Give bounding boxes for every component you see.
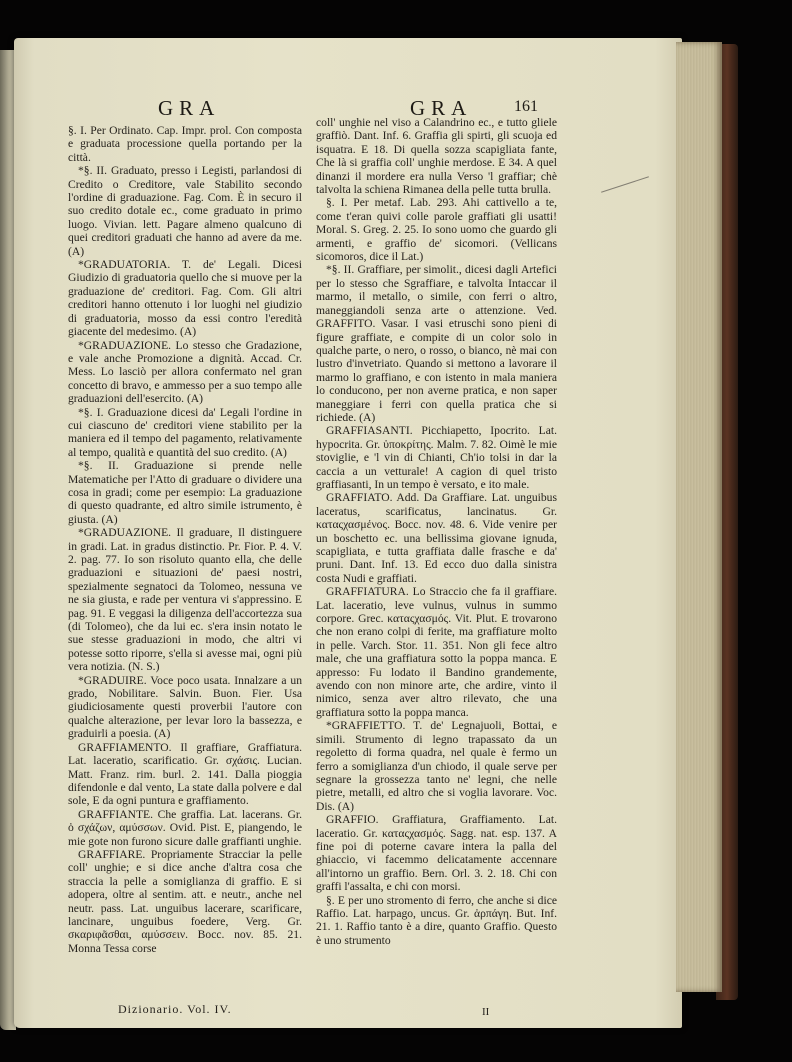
- entry-paragraph: §. I. Per metaf. Lab. 293. Ahi cattivello a te, come t'eran quivi colle parole graffiati gli usatti! Moral. S. Greg. 2. 25. Io sono uomo che guardo gli armenti, e graffio de' sicomori. (Vellicans sicomoros, dice il Lat.): [316, 196, 557, 264]
- entry-paragraph: coll' unghie nel viso a Calandrino ec., e tutto gliele graffiò. Dant. Inf. 6. Graffia gli spirti, gli scuoja ed isquatra. E 18. Di quella sozza scapigliata fante, Che là si graffia coll' unghie merdose. E 34. A quel dinanzi il mordere era nulla Verso 'l graffiar; chè talvolta la schiena Rimanea della pelle tutta brulla.: [316, 116, 557, 197]
- entry-paragraph: *§. II. Graduazione si prende nelle Matematiche per l'Atto di graduare o dividere una cosa in gradi; come per esempio: La graduazione di questo quadrante, ed altro simile istrumento, è giusta. (A): [68, 459, 302, 526]
- entry-paragraph: *GRADUAZIONE. Lo stesso che Gradazione, e vale anche Promozione a dignità. Accad. Cr. Mess. Lo lasciò per allora confermato nel gran concetto di bravo, e ammesso per a suo tempo alle graduazioni dell'esercito. (A): [68, 338, 302, 406]
- running-head-right: GRA: [410, 96, 473, 120]
- entry-paragraph: GRAFFIATO. Add. Da Graffiare. Lat. unguibus laceratus, scarificatus, lancinatus. Gr. καταςχασμένος. Bocc. nov. 48. 6. Vide venire per un boschetto ec. una bellissima giovane ignuda, scapigliata, e tutta graffiata dalle frasche e da' pruni. Dant. Inf. 13. Ed ecco duo dalla sinistra costa Nudi e graffiati.: [316, 491, 557, 585]
- entry-paragraph: GRAFFIO. Graffiatura, Graffiamento. Lat. laceratio. Gr. καταςχασμός. Sagg. nat. esp. 137. A fine poi di poterne cavare intera la palla del ghiaccio, vi facemmo delicatamente accennare all'intorno un graffio. Bern. Orl. 3. 2. 18. Chi con graffi l'assalta, e chi con morsi.: [316, 813, 557, 894]
- gathering-mark: II: [482, 1006, 490, 1018]
- entry-paragraph: *GRADUATORIA. T. de' Legali. Dicesi Giudizio di graduatoria quello che si muove per la graduazione de' creditori. Fag. Com. Gli altri creditori hanno ottenuto i lor luoghi nel giudizio di graduatoria, mosso da essi contro l'eredità giacente del medesimo. (A): [68, 258, 302, 339]
- entry-paragraph: §. I. Per Ordinato. Cap. Impr. prol. Con composta e graduata processione quella portando per la città.: [68, 124, 302, 164]
- entry-paragraph: *GRADUAZIONE. Il graduare, Il distinguere in gradi. Lat. in gradus distinctio. Pr. Fior. P. 4. V. 2. pag. 77. Io son risoluto quanto ella, che delle graduazioni e situazioni de' paesi nostri, spezialmente segnatoci da Tolomeo, nessuna ve ne sia giusta, e rade per ventura vi s'appressino. E pag. 91. E veggasi la diligenza dell'accortezza sua (di Tolomeo), che da lui ec. s'era insin notato le sue stesse graduazioni in modo, che altri vi potesse sotto riporre, s'ella si avesse mai, ogni più vera notizia. (N. S.): [68, 526, 302, 674]
- entry-paragraph: GRAFFIAMENTO. Il graffiare, Graffiatura. Lat. laceratio, scarificatio. Gr. σχάσις. Lucian. Matt. Franz. rim. burl. 2. 141. Dalla pioggia difendonle e dal vento, La state dalla polvere e dal sole, E da ogni puntura e graffiamento.: [68, 740, 302, 808]
- page-number: 161: [514, 98, 538, 115]
- entry-paragraph: *§. II. Graffiare, per simolit., dicesi dagli Artefici per lo stesso che Sgraffiare, e talvolta Intaccar il marmo, il metallo, o simile, con ferri o altro, maneggiandoli senza arte o attenzione. Ved. GRAFFITO. Vasar. I vasi etruschi sono pieni di figure graffiate, e compite di un color solo in qualche parte, o nero, o rosso, o bianco, nè mai con lustro d'invetriato. Quando si mettono a lavorare il marmo lo graffiano, e con istento in mala maniera lo conducono, per non averne pratica, e non saper maneggiare i ferri con quella pratica che si richiede. (A): [316, 263, 557, 424]
- entry-paragraph: *GRAFFIETTO. T. de' Legnajuoli, Bottai, e simili. Strumento di legno trapassato da un regoletto di forma quadra, nel quale è fermo un ferro a somiglianza d'un chiodo, il quale serve per segnare la grossezza tanto ne' legni, che nelle pietre, metalli, ed altro che si voglia lavorare. Voc. Dis. (A): [316, 719, 557, 813]
- entry-paragraph: GRAFFIATURA. Lo Straccio che fa il graffiare. Lat. laceratio, leve vulnus, vulnus in summo corpore. Grec. καταςχασμός. Vit. Plut. E trovarono che non erano colpi di ferite, ma graffiature molto in pelle. Varch. Stor. 11. 351. Non gli fece altro male, che una graffiatura sotto la poppa manca. E appresso: Fu lodato il Bandino grandemente, avendo con non minore arte, che ardire, vinto il nimico, senza aver altro rilevato, che una graffiatura sotto la poppa manca.: [316, 585, 557, 719]
- page-edges: [676, 42, 722, 992]
- signature-mark: Dizionario. Vol. IV.: [118, 1002, 232, 1016]
- entry-paragraph: *§. I. Graduazione dicesi da' Legali l'ordine in cui ciascuno de' creditori viene stabilito per la maniera ed il tempo del pagamento, relativamente al tempo, qualità e quantità del suo credito. (A): [68, 405, 302, 459]
- entry-paragraph: GRAFFIASANTI. Picchiapetto, Ipocrito. Lat. hypocrita. Gr. ὑποκρίτης. Malm. 7. 82. Oimè le mie stoviglie, e 'l vin di Chianti, Ch'io tolsi in dar la caccia a un vetturale! A cagion di quel tristo graffiasanti, In un tempo è versato, e ito male.: [316, 424, 557, 491]
- entry-paragraph: GRAFFIANTE. Che graffia. Lat. lacerans. Gr. ὁ σχάζων, αμύσσων. Ovid. Pist. E, piangendo, le mie gote non furono sicure dalle graffianti unghie.: [68, 807, 302, 848]
- right-column: [316, 116, 557, 1004]
- left-column: [68, 124, 302, 1000]
- entry-paragraph: *§. II. Graduato, presso i Legisti, parlandosi di Credito o Creditore, vale Stabilito secondo l'ordine di graduazione. Fag. Com. È in securo il suo credito dotale ec., come graduato in primo luogo. Vivian. lett. Pagare almeno qualcuno di quei creditori graduati che hanno ad avere da me. (A): [68, 164, 302, 258]
- entry-paragraph: *GRADUIRE. Voce poco usata. Innalzare a un grado, Nobilitare. Salvin. Buon. Fier. Usa giudiciosamente questi proverbii l'autore con qualche alterazione, per levar loro la bassezza, e graduirli a poesia. (A): [68, 673, 302, 741]
- entry-paragraph: §. E per uno stromento di ferro, che anche si dice Raffio. Lat. harpago, uncus. Gr. ἁρπάγη. But. Inf. 21. 1. Raffio tanto è a dire, quanto Graffio. Questo è uno strumento: [316, 893, 557, 947]
- running-head-left: GRA: [158, 96, 221, 120]
- entry-paragraph: GRAFFIARE. Propriamente Stracciar la pelle coll' unghie; e si dice anche d'altra cosa che straccia la pelle a somiglianza di graffio. E si adopera, oltre al sentim. att. e neutr., anche nel neutr. pass. Lat. unguibus lacerare, scarificare, lancinare, unguibus foedere, Verg. Gr. σκαριφᾶσθαι, αμύσσειν. Bocc. nov. 85. 21. Monna Tessa corse: [68, 847, 302, 955]
